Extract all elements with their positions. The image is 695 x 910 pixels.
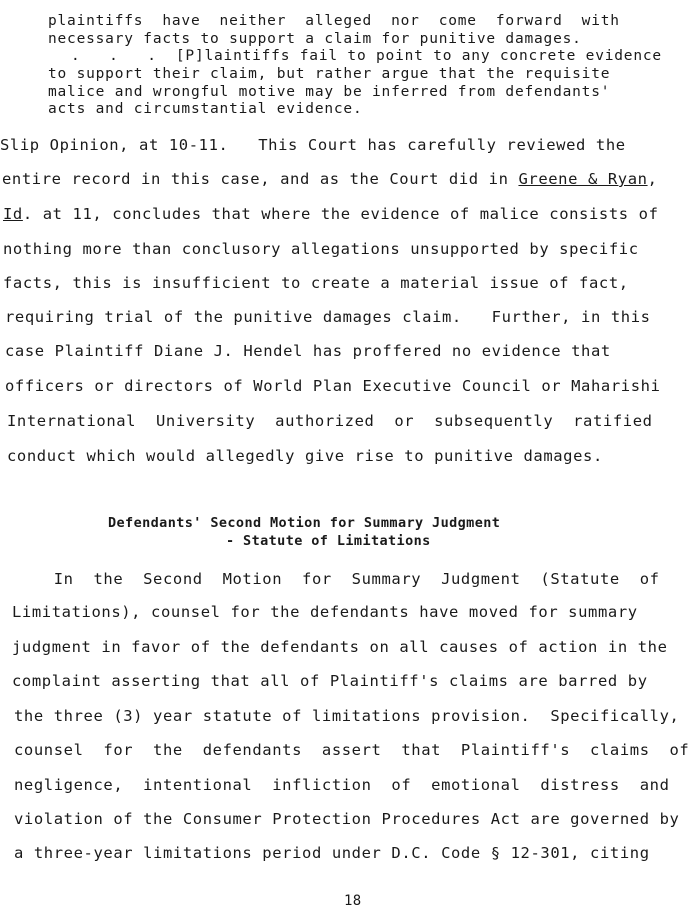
body2-line-1: In the Second Motion for Summary Judgment (Statute of xyxy=(14,570,660,588)
body2-line-7: negligence, intentional infliction of emotional distress and xyxy=(14,776,670,794)
heading-line-1: Defendants' Second Motion for Summary Judgment xyxy=(108,515,501,531)
body1-line-4: nothing more than conclusory allegations unsupported by specific xyxy=(3,240,639,258)
body1-line-2-pre: entire record in this case, and as the Court did in xyxy=(2,170,519,188)
quote-line-6: acts and circumstantial evidence. xyxy=(48,101,363,117)
body2-line-6: counsel for the defendants assert that Plaintiff's claims of xyxy=(14,741,690,759)
page-number: 18 xyxy=(344,893,362,909)
body2-line-3: judgment in favor of the defendants on all causes of action in the xyxy=(12,638,668,656)
quote-line-3: . . . [P]laintiffs fail to point to any concrete evidence xyxy=(52,48,662,64)
body2-line-9: a three-year limitations period under D.C. Code § 12-301, citing xyxy=(14,844,650,862)
body1-line-2-post: , xyxy=(647,170,658,188)
body1-line-5: facts, this is insufficient to create a material issue of fact, xyxy=(3,274,629,292)
quote-line-4: to support their claim, but rather argue that the requisite xyxy=(48,66,611,82)
body1-line-9: International University authorized or subsequently ratified xyxy=(7,412,653,430)
body1-line-10: conduct which would allegedly give rise to punitive damages. xyxy=(7,447,603,465)
case-name-greene-ryan: Greene & Ryan xyxy=(518,170,648,188)
body2-line-2: Limitations), counsel for the defendants have moved for summary xyxy=(12,603,638,621)
body1-line-3-post: . at 11, concludes that where the evidence of malice consists of xyxy=(22,205,659,223)
heading-line-2: - Statute of Limitations xyxy=(226,533,431,549)
body2-line-8: violation of the Consumer Protection Procedures Act are governed by xyxy=(14,810,680,828)
body1-line-8: officers or directors of World Plan Executive Council or Maharishi xyxy=(5,377,661,395)
body2-line-4: complaint asserting that all of Plaintiff's claims are barred by xyxy=(12,672,648,690)
quote-line-1: plaintiffs have neither alleged nor come forward with xyxy=(48,13,620,29)
body1-line-1: Slip Opinion, at 10-11. This Court has carefully reviewed the xyxy=(0,136,626,154)
id-citation: Id xyxy=(3,205,23,223)
body1-line-7: case Plaintiff Diane J. Hendel has proffered no evidence that xyxy=(5,342,611,360)
body2-line-5: the three (3) year statute of limitations provision. Specifically, xyxy=(14,707,680,725)
body1-line-3 xyxy=(3,205,659,223)
quote-line-2: necessary facts to support a claim for punitive damages. xyxy=(48,31,582,47)
body1-line-6: requiring trial of the punitive damages claim. Further, in this xyxy=(5,308,651,326)
quote-line-5: malice and wrongful motive may be inferred from defendants' xyxy=(48,84,611,100)
body1-line-2 xyxy=(2,170,658,188)
